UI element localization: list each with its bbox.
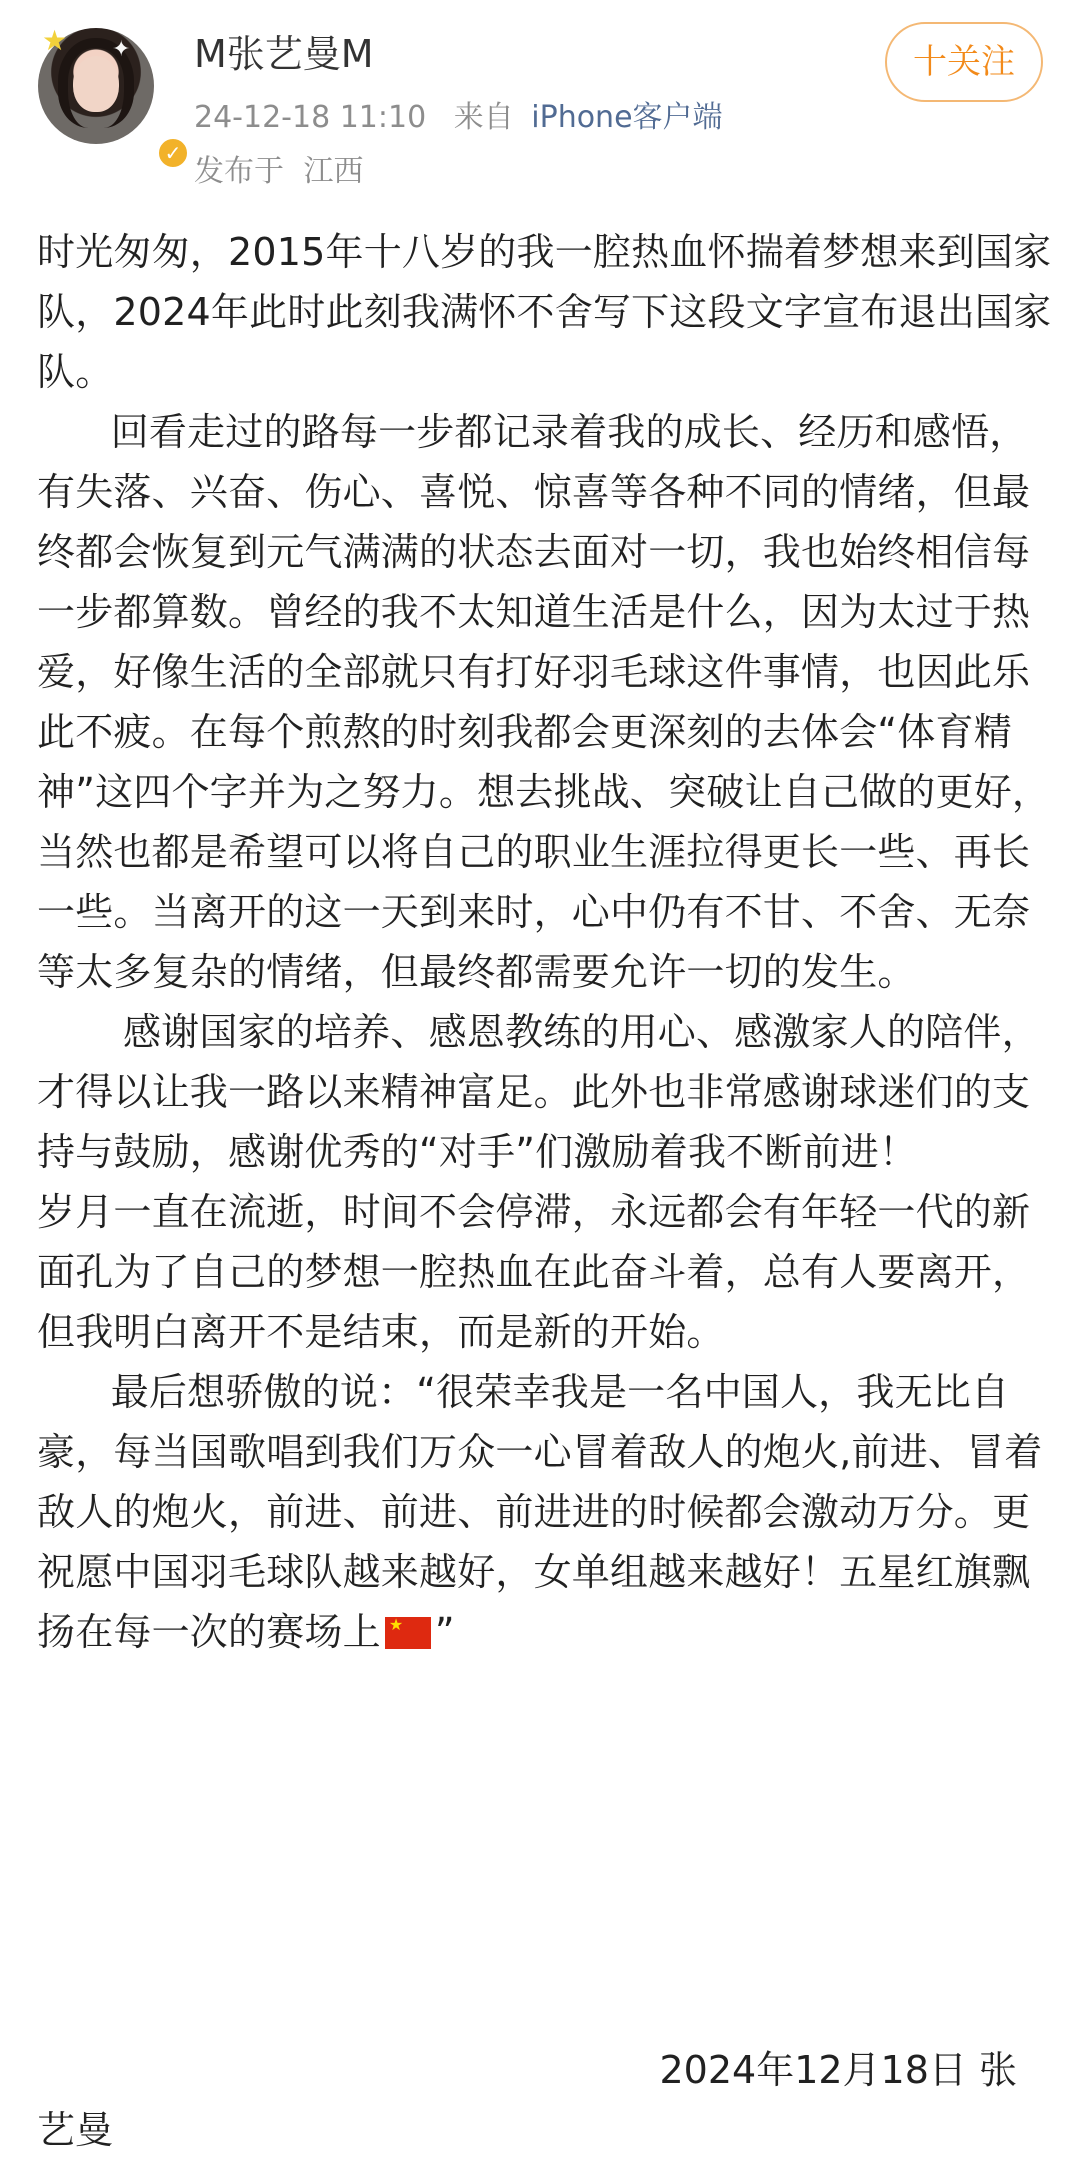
post-source[interactable]: iPhone客户端 — [531, 100, 723, 135]
post-meta — [194, 98, 723, 138]
post-paragraph-5 — [37, 1362, 1052, 1662]
post-paragraph-2: 回看走过的路每一步都记录着我的成长、经历和感悟，有失落、兴奋、伤心、喜悦、惊喜等各种不同的情绪，但最终都会恢复到元气满满的状态去面对一切，我也始终相信每一步都算数。曾经的我不太知道生活是什么，因为太过于热爱，好像生活的全部就只有打好羽毛球这件事情，也因此乐此不疲。在每个煎熬的时刻我都会更深刻的去体会“体育精神”这四个字并为之努力。想去挑战、突破让自己做的更好，当然也都是希望可以将自己的职业生涯拉得更长一些、再长一些。当离开的这一天到来时，心中仍有不甘、不舍、无奈等太多复杂的情绪，但最终都需要允许一切的发生。 — [37, 410, 1051, 994]
post-signature — [37, 2040, 1047, 2160]
signature-date-and-name-start: 2024年12月18日 张 — [659, 2048, 1017, 2092]
user-avatar[interactable] — [38, 24, 182, 165]
post-header — [0, 0, 1080, 200]
avatar-face-shape — [73, 56, 119, 112]
post-paragraph-1: 时光匆匆，2015年十八岁的我一腔热血怀揣着梦想来到国家队，2024年此时此刻我满怀不舍写下这段文字宣布退出国家队。 — [37, 230, 1052, 394]
post-content — [37, 222, 1052, 1662]
signature-name-end: 艺曼 — [37, 2108, 114, 2152]
star-icon: ★ — [42, 24, 68, 57]
post-paragraph-5-text: 最后想骄傲的说：“很荣幸我是一名中国人，我无比自豪，每当国歌唱到我们万众一心冒着敌人的炮火,前进、冒着敌人的炮火，前进、前进、前进进的时候都会激动万分。更祝愿中国羽毛球队越来越好，女单组越来越好！五星红旗飘扬在每一次的赛场上 — [37, 1370, 1043, 1654]
china-flag-icon — [385, 1617, 431, 1649]
source-prefix: 来自 — [453, 100, 514, 135]
bow-icon: ✦ — [112, 37, 131, 62]
location-value: 江西 — [303, 154, 364, 189]
user-name[interactable]: M张艺曼M — [194, 32, 374, 76]
location-prefix: 发布于 — [194, 154, 284, 189]
verified-badge-icon: ✓ — [156, 136, 190, 170]
closing-quote: ” — [434, 1610, 455, 1654]
post-location — [194, 152, 364, 192]
post-paragraph-3: 感谢国家的培养、感恩教练的用心、感激家人的陪伴，才得以让我一路以来精神富足。此外也非常感谢球迷们的支持与鼓励，感谢优秀的“对手”们激励着我不断前进！ — [37, 1010, 1040, 1174]
post-paragraph-4: 岁月一直在流逝，时间不会停滞，永远都会有年轻一代的新面孔为了自己的梦想一腔热血在此奋斗着，总有人要离开，但我明白离开不是结束，而是新的开始。 — [37, 1190, 1031, 1354]
follow-button[interactable]: 十关注 — [885, 22, 1043, 102]
post-timestamp: 24-12-18 11:10 — [194, 100, 427, 135]
